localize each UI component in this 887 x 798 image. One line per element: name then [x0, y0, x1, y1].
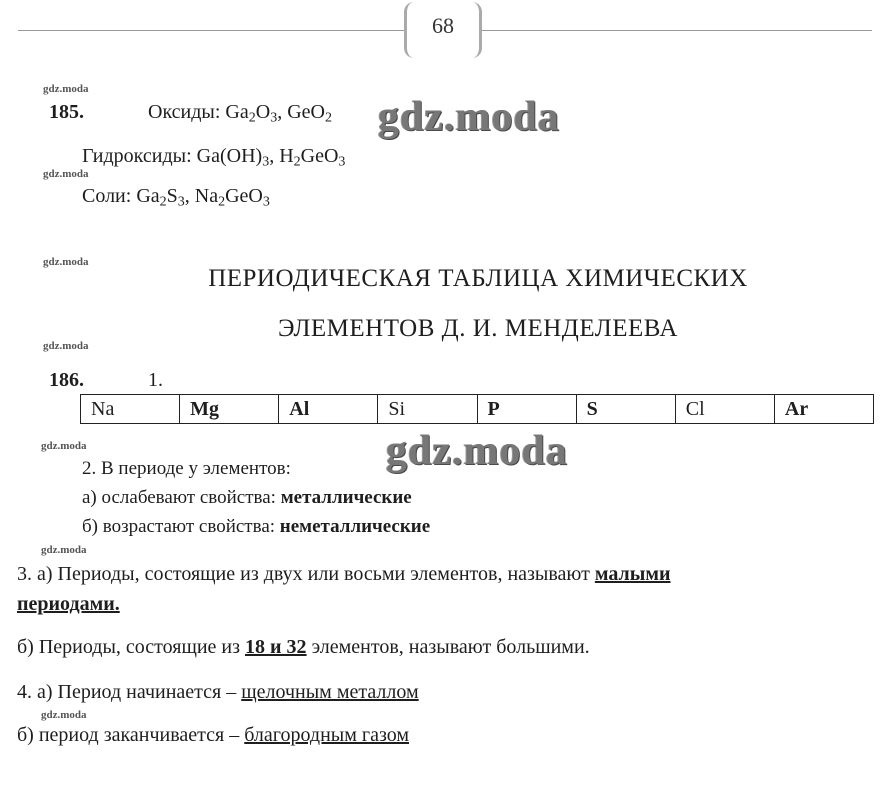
answer-3a-part1: малыми	[594, 563, 671, 585]
watermark-small: gdz.moda	[43, 256, 89, 268]
header-rule-right	[482, 30, 872, 31]
element-cell: Al	[279, 395, 378, 424]
item-4a: 4. а) Период начинается – щелочным металлом	[17, 681, 419, 703]
answer-3b: 18 и 32	[245, 636, 307, 658]
item-3b: б) Периоды, состоящие из 18 и 32 элементов, называют большими.	[17, 636, 590, 658]
salts-line: Соли: $Ga_2S_3$, $Na_2GeO_3$	[82, 185, 270, 210]
hydroxides-line: Гидроксиды: $Ga(OH)_3$, $H_2GeO_3$	[82, 145, 346, 170]
answer-4a: щелочным металлом	[241, 681, 419, 703]
element-cell: S	[576, 395, 675, 424]
element-cell: Cl	[675, 395, 774, 424]
section-heading-line2: ЭЛЕМЕНТОВ Д. И. МЕНДЕЛЕЕВА	[278, 315, 678, 342]
element-cell: Ar	[774, 395, 873, 424]
element-cell: P	[477, 395, 576, 424]
section-heading-line1: ПЕРИОДИЧЕСКАЯ ТАБЛИЦА ХИМИЧЕСКИХ	[208, 265, 748, 292]
watermark-small: gdz.moda	[43, 340, 89, 352]
formula-geo2: GeO$_2$	[287, 101, 332, 126]
element-cell: Na	[81, 395, 180, 424]
item-1-label: 1.	[148, 369, 163, 391]
item-2a: а) ослабевают свойства: металлические	[82, 487, 412, 508]
watermark-large: gdz.moda	[386, 428, 568, 474]
item-2b: б) возрастают свойства: неметаллические	[82, 516, 431, 537]
exercise-number-186: 186.	[49, 369, 84, 391]
exercise-number-185: 185.	[49, 101, 84, 123]
item-2-title: 2. В периоде у элементов:	[82, 458, 291, 479]
answer-2a: металлические	[280, 487, 412, 508]
watermark-large: gdz.moda	[378, 94, 560, 140]
element-cell: Si	[378, 395, 477, 424]
element-cell: Mg	[180, 395, 279, 424]
formula-gaoh3: $Ga(OH)_3$	[196, 145, 270, 170]
page-number: 68	[404, 2, 482, 58]
answer-2b: неметаллические	[279, 516, 431, 537]
watermark-small: gdz.moda	[41, 709, 87, 721]
header-rule-left	[18, 30, 404, 31]
salts-label: Соли:	[82, 185, 137, 207]
watermark-small: gdz.moda	[41, 544, 87, 556]
formula-na2geo3: $Na_2GeO_3$	[194, 185, 270, 210]
oxides-label: Оксиды:	[148, 101, 226, 123]
answer-3a-part2: периодами.	[17, 593, 120, 615]
watermark-small: gdz.moda	[41, 440, 87, 452]
formula-ga2o3: $Ga_2O_3$	[225, 101, 278, 126]
oxides-line: Оксиды: $Ga_2O_3$, GeO$_2$	[148, 101, 332, 126]
item-4b: б) период заканчивается – благородным газом	[17, 724, 410, 746]
formula-h2geo3: $H_2GeO_3$	[279, 145, 346, 170]
item-3a-line1: 3. а) Периоды, состоящие из двух или восьми элементов, называют малыми	[17, 563, 671, 585]
hydroxides-label: Гидроксиды:	[82, 145, 197, 167]
table-row	[81, 395, 874, 424]
watermark-small: gdz.moda	[43, 168, 89, 180]
formula-ga2s3: $Ga_2S_3$	[136, 185, 185, 210]
answer-4b: благородным газом	[244, 724, 410, 746]
period-elements-table	[80, 394, 874, 424]
watermark-small: gdz.moda	[43, 83, 89, 95]
